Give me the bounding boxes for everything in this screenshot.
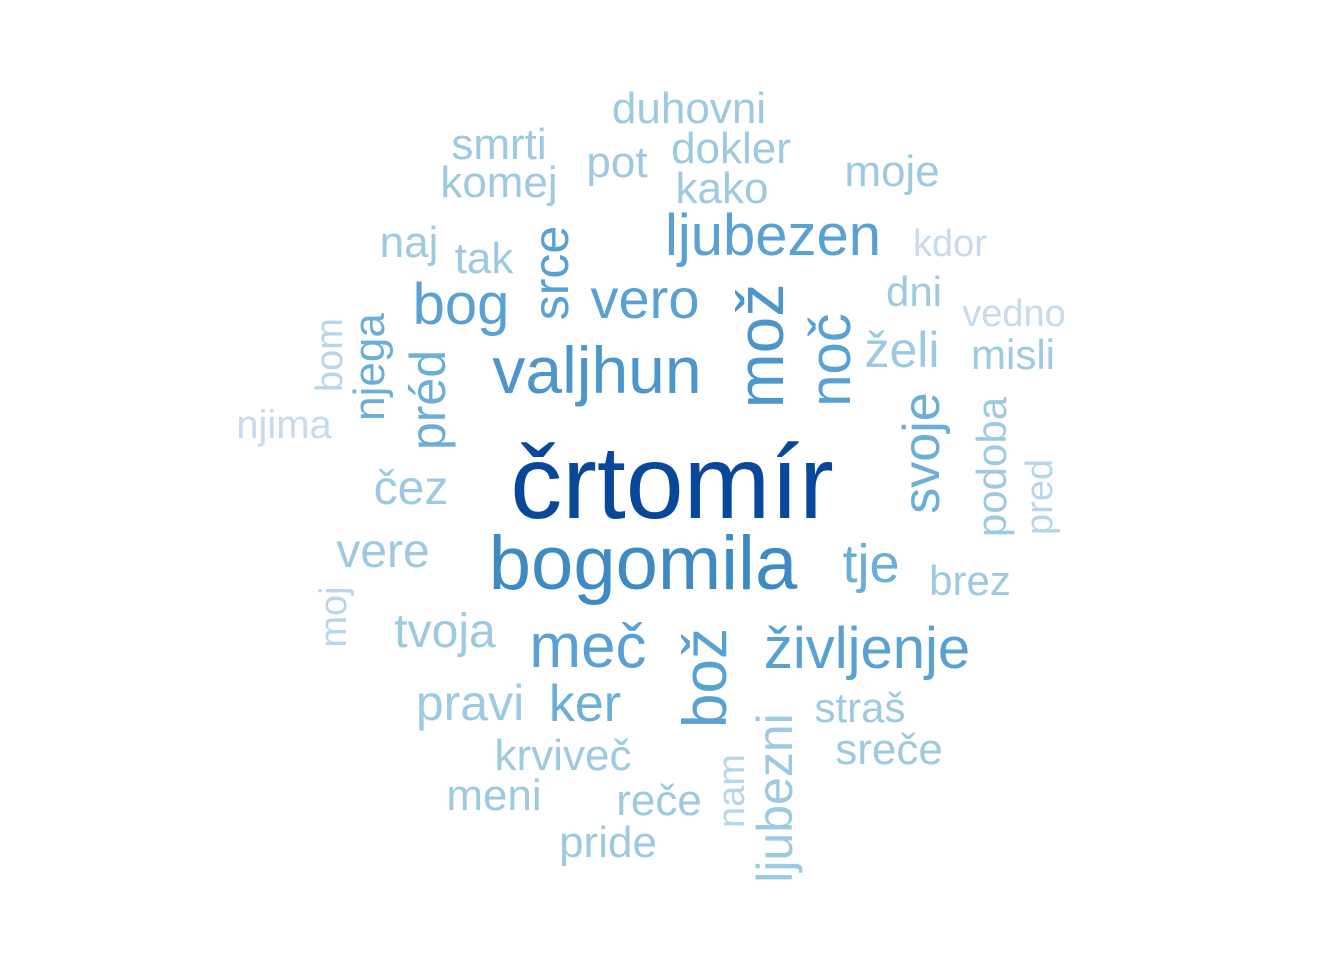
word-pride: pride [559,818,657,867]
word-moje: moje [844,147,940,196]
word-ker: ker [548,675,622,733]
word-pravi: pravi [415,675,525,731]
word-vero: vero [590,267,700,330]
word-vere: vere [336,525,430,578]
word-moz: mož [723,283,797,409]
word-moj: moj [313,586,355,648]
word-pot: pot [586,138,648,187]
word-bom: bom [309,318,351,392]
word-srece: sreče [835,725,943,774]
word-duhovni: duhovni [611,84,767,133]
word-ljubezni: ljubezni [747,713,803,883]
word-brez: brez [929,557,1011,604]
word-nam: nam [711,754,753,828]
word-rece: reče [616,776,702,825]
word-tvoja: tvoja [394,605,496,658]
word-ljubezen: ljubezen [664,203,882,268]
word-pred-b: pred [1019,458,1061,536]
word-podoba: podoba [968,396,1015,538]
word-meni: meni [446,771,542,820]
word-dokler: dokler [671,124,791,173]
word-valjhun: valjhun [492,333,702,407]
word-tak: tak [454,234,514,283]
word-njega: njega [345,313,394,421]
word-smrti: smrti [451,120,547,169]
word-krvivec: krviveč [494,731,632,780]
word-stras: straš [814,684,906,731]
word-misli: misli [971,331,1055,378]
word-zeli: želi [864,322,940,378]
word-bogomila: bogomila [488,521,798,606]
word-svoje: svoje [893,392,951,514]
word-zivljenje: življenje [763,616,971,681]
word-njima: njima [236,403,332,447]
word-dni: dni [885,268,943,315]
word-cez: čez [373,462,449,515]
word-boz: bož [671,628,740,728]
word-crtomir: črtomír [510,425,834,541]
word-vedno: vedno [962,293,1066,335]
word-bog: bog [412,272,510,337]
word-srce: srce [523,225,579,321]
word-naj: naj [379,218,439,267]
word-noc: noč [798,313,863,407]
word-tje: tje [842,534,900,594]
word-kdor: kdor [913,223,987,265]
word-pred-a: préd [400,349,456,451]
word-kako: kako [675,164,769,213]
word-mec: meč [529,612,647,681]
word-komej: komej [440,158,558,207]
